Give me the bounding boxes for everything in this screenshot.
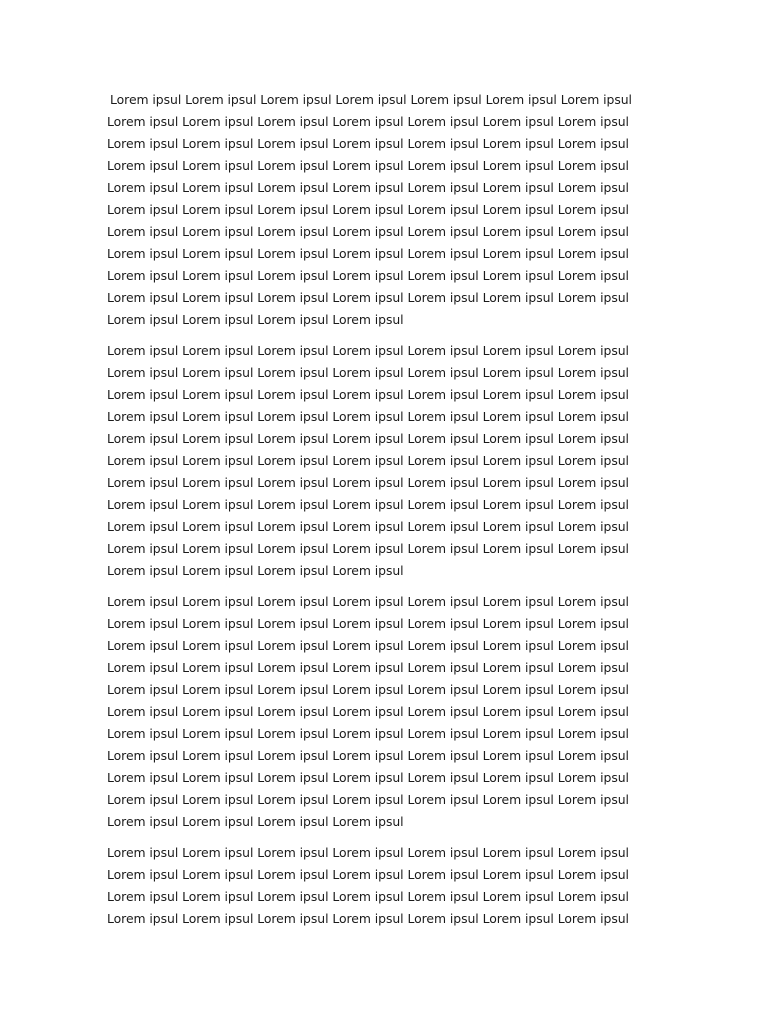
- paragraph-3: [107, 591, 647, 833]
- text-line: Lorem ipsul Lorem ipsul Lorem ipsul Lorem ipsul Lorem ipsul Lorem ipsul Lorem ipsul: [107, 867, 629, 882]
- text-line: Lorem ipsul Lorem ipsul Lorem ipsul Lorem ipsul Lorem ipsul Lorem ipsul Lorem ipsul: [107, 770, 629, 785]
- text-line: Lorem ipsul Lorem ipsul Lorem ipsul Lorem ipsul Lorem ipsul Lorem ipsul Lorem ipsul: [107, 911, 629, 926]
- text-line: Lorem ipsul Lorem ipsul Lorem ipsul Lorem ipsul: [107, 814, 404, 829]
- text-line: Lorem ipsul Lorem ipsul Lorem ipsul Lorem ipsul Lorem ipsul Lorem ipsul Lorem ipsul: [107, 660, 629, 675]
- text-line: Lorem ipsul Lorem ipsul Lorem ipsul Lorem ipsul Lorem ipsul Lorem ipsul Lorem ipsul: [107, 365, 629, 380]
- text-line: Lorem ipsul Lorem ipsul Lorem ipsul Lorem ipsul Lorem ipsul Lorem ipsul Lorem ipsul: [110, 92, 632, 107]
- text-line: Lorem ipsul Lorem ipsul Lorem ipsul Lorem ipsul Lorem ipsul Lorem ipsul Lorem ipsul: [107, 158, 629, 173]
- text-line: Lorem ipsul Lorem ipsul Lorem ipsul Lorem ipsul Lorem ipsul Lorem ipsul Lorem ipsul: [107, 114, 629, 129]
- text-line: Lorem ipsul Lorem ipsul Lorem ipsul Lorem ipsul Lorem ipsul Lorem ipsul Lorem ipsul: [107, 889, 629, 904]
- paragraph-1: [107, 89, 647, 331]
- text-line: Lorem ipsul Lorem ipsul Lorem ipsul Lorem ipsul Lorem ipsul Lorem ipsul Lorem ipsul: [107, 290, 629, 305]
- text-line: Lorem ipsul Lorem ipsul Lorem ipsul Lorem ipsul Lorem ipsul Lorem ipsul Lorem ipsul: [107, 638, 629, 653]
- text-line: Lorem ipsul Lorem ipsul Lorem ipsul Lorem ipsul Lorem ipsul Lorem ipsul Lorem ipsul: [107, 792, 629, 807]
- text-line: Lorem ipsul Lorem ipsul Lorem ipsul Lorem ipsul Lorem ipsul Lorem ipsul Lorem ipsul: [107, 475, 629, 490]
- text-line: Lorem ipsul Lorem ipsul Lorem ipsul Lorem ipsul Lorem ipsul Lorem ipsul Lorem ipsul: [107, 616, 629, 631]
- text-line: Lorem ipsul Lorem ipsul Lorem ipsul Lorem ipsul: [107, 312, 404, 327]
- text-line: Lorem ipsul Lorem ipsul Lorem ipsul Lorem ipsul Lorem ipsul Lorem ipsul Lorem ipsul: [107, 431, 629, 446]
- text-line: Lorem ipsul Lorem ipsul Lorem ipsul Lorem ipsul Lorem ipsul Lorem ipsul Lorem ipsul: [107, 224, 629, 239]
- text-line: Lorem ipsul Lorem ipsul Lorem ipsul Lorem ipsul Lorem ipsul Lorem ipsul Lorem ipsul: [107, 682, 629, 697]
- text-line: Lorem ipsul Lorem ipsul Lorem ipsul Lorem ipsul Lorem ipsul Lorem ipsul Lorem ipsul: [107, 594, 629, 609]
- text-line: Lorem ipsul Lorem ipsul Lorem ipsul Lorem ipsul Lorem ipsul Lorem ipsul Lorem ipsul: [107, 845, 629, 860]
- text-line: Lorem ipsul Lorem ipsul Lorem ipsul Lorem ipsul Lorem ipsul Lorem ipsul Lorem ipsul: [107, 202, 629, 217]
- text-line: Lorem ipsul Lorem ipsul Lorem ipsul Lorem ipsul Lorem ipsul Lorem ipsul Lorem ipsul: [107, 726, 629, 741]
- text-line: Lorem ipsul Lorem ipsul Lorem ipsul Lorem ipsul Lorem ipsul Lorem ipsul Lorem ipsul: [107, 453, 629, 468]
- document-body: [107, 89, 647, 939]
- text-line: Lorem ipsul Lorem ipsul Lorem ipsul Lorem ipsul Lorem ipsul Lorem ipsul Lorem ipsul: [107, 409, 629, 424]
- paragraph-4: [107, 842, 647, 930]
- text-line: Lorem ipsul Lorem ipsul Lorem ipsul Lorem ipsul Lorem ipsul Lorem ipsul Lorem ipsul: [107, 748, 629, 763]
- text-line: Lorem ipsul Lorem ipsul Lorem ipsul Lorem ipsul Lorem ipsul Lorem ipsul Lorem ipsul: [107, 497, 629, 512]
- text-line: Lorem ipsul Lorem ipsul Lorem ipsul Lorem ipsul Lorem ipsul Lorem ipsul Lorem ipsul: [107, 541, 629, 556]
- paragraph-2: [107, 340, 647, 582]
- text-line: Lorem ipsul Lorem ipsul Lorem ipsul Lorem ipsul Lorem ipsul Lorem ipsul Lorem ipsul: [107, 519, 629, 534]
- text-line: Lorem ipsul Lorem ipsul Lorem ipsul Lorem ipsul Lorem ipsul Lorem ipsul Lorem ipsul: [107, 246, 629, 261]
- text-line: Lorem ipsul Lorem ipsul Lorem ipsul Lorem ipsul Lorem ipsul Lorem ipsul Lorem ipsul: [107, 343, 629, 358]
- text-line: Lorem ipsul Lorem ipsul Lorem ipsul Lorem ipsul Lorem ipsul Lorem ipsul Lorem ipsul: [107, 268, 629, 283]
- text-line: Lorem ipsul Lorem ipsul Lorem ipsul Lorem ipsul Lorem ipsul Lorem ipsul Lorem ipsul: [107, 180, 629, 195]
- text-line: Lorem ipsul Lorem ipsul Lorem ipsul Lorem ipsul Lorem ipsul Lorem ipsul Lorem ipsul: [107, 387, 629, 402]
- text-line: Lorem ipsul Lorem ipsul Lorem ipsul Lorem ipsul Lorem ipsul Lorem ipsul Lorem ipsul: [107, 136, 629, 151]
- text-line: Lorem ipsul Lorem ipsul Lorem ipsul Lorem ipsul Lorem ipsul Lorem ipsul Lorem ipsul: [107, 704, 629, 719]
- text-line: Lorem ipsul Lorem ipsul Lorem ipsul Lorem ipsul: [107, 563, 404, 578]
